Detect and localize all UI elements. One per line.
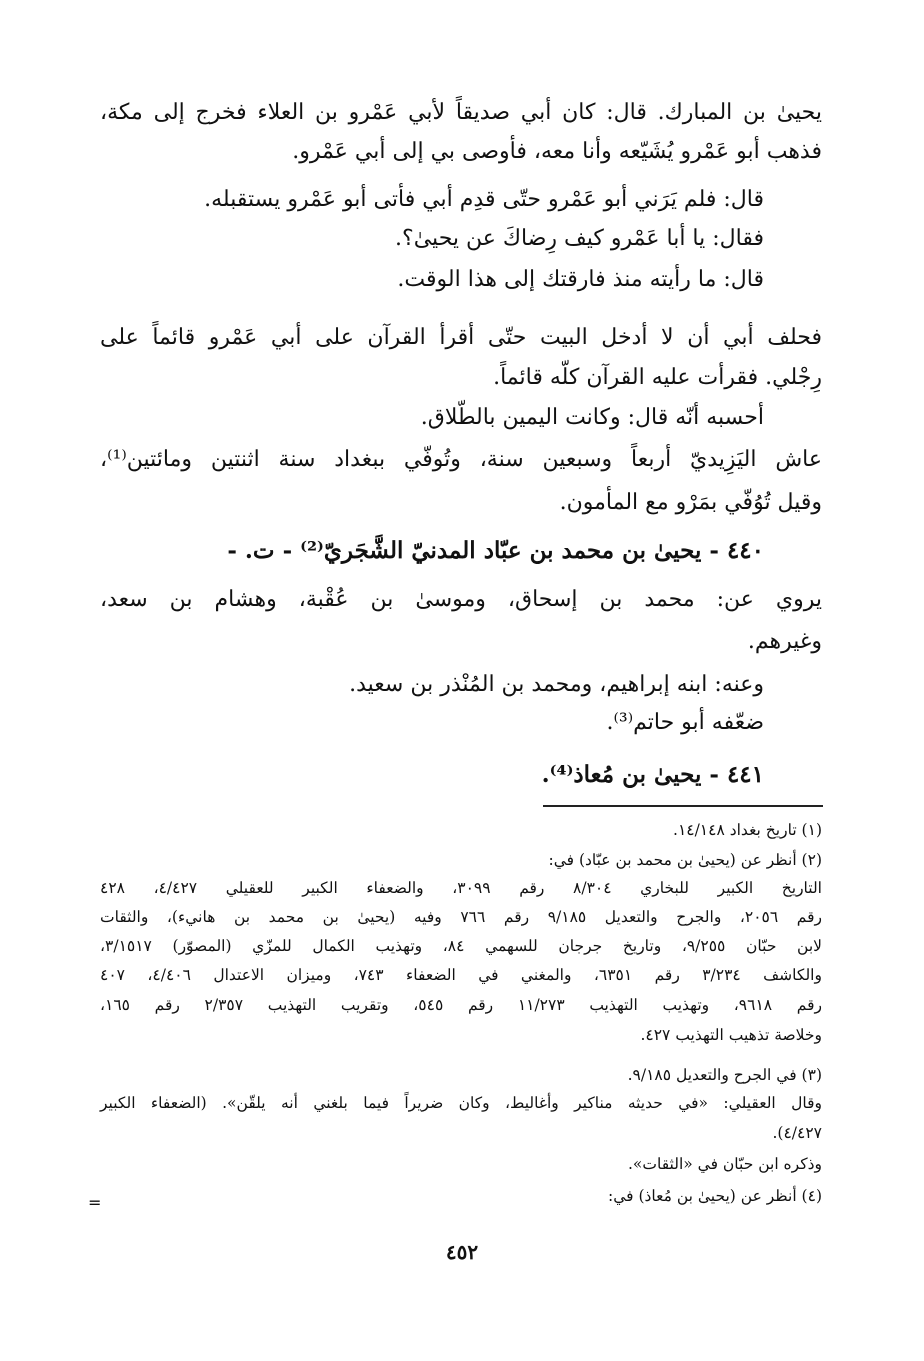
- footnote-line: رقم ٢٠٥٦، والجرح والتعديل ٩/١٨٥ رقم ٧٦٦ وفيه (يحيىٰ بن محمد بن هانيء)، والثقات: [100, 908, 823, 926]
- text-line: يروي عن: محمد بن إسحاق، وموسىٰ بن عُقْبة، وهشام بن سعد،: [100, 587, 822, 612]
- footnote-divider: [543, 805, 823, 807]
- footnote-4: (٤) أنظر عن (يحيىٰ بن مُعاذ) في:: [607, 1187, 822, 1205]
- text-line: ضعّفه أبو حاتم⁽³⁾.: [606, 710, 764, 735]
- footnote-line: وقال العقيلي: «في حديثه مناكير وأغاليط، وكان ضريراً فيما بلغني أنه يلقّن». (الضعفاء الكبير: [100, 1094, 822, 1112]
- footnote-line: وخلاصة تذهيب التهذيب ٤٢٧.: [640, 1026, 822, 1044]
- text-line: وغيرهم.: [747, 629, 822, 654]
- continuation-mark: =: [88, 1193, 102, 1212]
- text-line: وقيل تُوُفّي بمَرْو مع المأمون.: [559, 490, 822, 515]
- footnote-line: التاريخ الكبير للبخاري ٨/٣٠٤ رقم ٣٠٩٩، والضعفاء الكبير للعقيلي ٤/٤٢٧، ٤٢٨: [100, 879, 822, 897]
- text-line: قال: ما رأيته منذ فارقتك إلى هذا الوقت.: [397, 267, 764, 292]
- text-line: قال: فلم يَرَني أبو عَمْرو حتّى قدِم أبي فأتى أبو عَمْرو يستقبله.: [204, 187, 764, 212]
- footnote-line: ٤/٤٢٧).: [772, 1124, 822, 1142]
- text-line: فحلف أبي أن لا أدخل البيت حتّى أقرأ القرآن على أبي عَمْرو قائماً على: [100, 325, 822, 350]
- footnote-1: (١) تاريخ بغداد ١٤/١٤٨.: [673, 821, 822, 839]
- footnote-line: والكاشف ٣/٢٣٤ رقم ٦٣٥١، والمغني في الضعفاء ٧٤٣، وميزان الاعتدال ٤/٤٠٦، ٤٠٧: [100, 966, 822, 984]
- text-line: فذهب أبو عَمْرو يُشَيّعه وأنا معه، فأوصى بي إلى أبي عَمْرو.: [292, 139, 822, 164]
- text-line: أحسبه أنّه قال: وكانت اليمين بالطّلاق.: [420, 405, 764, 430]
- entry-heading-440: ٤٤٠ - يحيىٰ بن محمد بن عبّاد المدنيّ الشَّجَريّ⁽²⁾ - ت. -: [227, 537, 764, 564]
- footnote-line: وذكره ابن حبّان في «الثقات».: [627, 1155, 822, 1173]
- page-number: ٤٥٢: [445, 1240, 479, 1264]
- footnote-line: لابن حبّان ٩/٢٥٥، وتاريخ جرجان للسهمي ٨٤، وتهذيب الكمال للمزّي (المصوّر) ٣/١٥١٧،: [100, 937, 822, 955]
- footnote-2-title: (٢) أنظر عن (يحيىٰ بن محمد بن عبّاد) في:: [548, 851, 822, 869]
- text-line: فقال: يا أبا عَمْرو كيف رِضاكَ عن يحيىٰ؟.: [395, 226, 764, 251]
- footnote-line: رقم ٩٦١٨، وتهذيب التهذيب ١١/٢٧٣ رقم ٥٤٥، وتقريب التهذيب ٢/٣٥٧ رقم ١٦٥،: [100, 996, 822, 1014]
- text-line: عاش اليَزِيديّ أربعاً وسبعين سنة، وتُوفّي ببغداد سنة اثنتين ومائتين⁽¹⁾،: [100, 447, 823, 472]
- text-line: رِجْلي. فقرأت عليه القرآن كلّه قائماً.: [493, 365, 822, 390]
- text-line: وعنه: ابنه إبراهيم، ومحمد بن المُنْذر بن سعيد.: [349, 672, 764, 697]
- footnote-3-title: (٣) في الجرح والتعديل ٩/١٨٥.: [627, 1066, 822, 1084]
- entry-heading-441: ٤٤١ - يحيىٰ بن مُعاذ⁽⁴⁾.: [541, 761, 764, 788]
- text-line: يحيىٰ بن المبارك. قال: كان أبي صديقاً لأبي عَمْرو بن العلاء فخرج إلى مكة،: [100, 100, 822, 125]
